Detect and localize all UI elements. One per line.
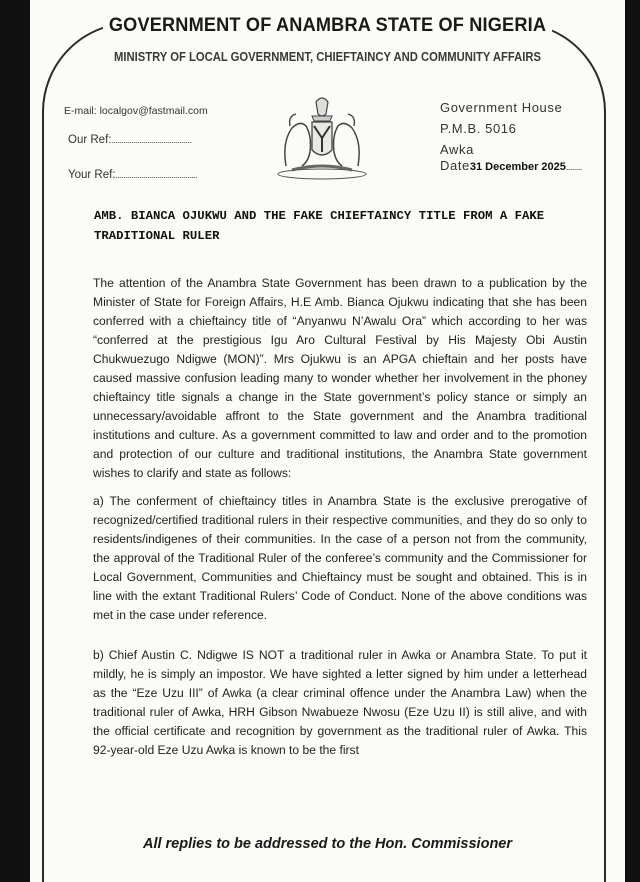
ministry-name: MINISTRY OF LOCAL GOVERNMENT, CHIEFTAINCY AND COMMUNITY AFFAIRS [113,50,542,64]
coat-of-arms-icon [268,92,376,180]
our-ref: Our Ref:........................................ [68,134,192,146]
paragraph-b: b) Chief Austin C. Ndigwe IS NOT a traditional ruler in Awka or Anambra State. To put it mildly, he is simply an impostor. We have sighted a letter signed by him under a letterhead as the “Eze Uzu III” of Awka (a clear criminal offence under the Anambra Law) when the traditional ruler of Awka, HRH Gibson Nwabueze Nwosu (Eze Uzu II) is still alive, and with the official certificate and recognition by government as the traditional ruler of Awka. This 92-year-old Eze Uzu Awka is known to be the first [93,648,587,757]
paragraph-a: a) The conferment of chieftaincy titles in Anambra State is the exclusive prerogative of recognized/certified traditional rulers in their respective communities, and they do so only to residents/indigenes of their communities. In the case of a person not from the community, the approval of the Traditional Ruler of the conferee’s community and the Commissioner for Local Government, Communities and Chieftaincy must be sought and obtained. This is in line with the extant Traditional Rulers’ Code of Conduct. None of the above conditions was met in the case under reference. [93,494,587,622]
address-line-2: P.M.B. 5016 [440,121,517,136]
letter-subject: AMB. BIANCA OJUKWU AND THE FAKE CHIEFTAINCY TITLE FROM A FAKE TRADITIONAL RULER [94,209,545,243]
letter-page [30,0,625,882]
address-line-3: Awka [440,142,474,157]
footer-note: All replies to be addressed to the Hon. Commissioner [142,836,513,852]
government-title: GOVERNMENT OF ANAMBRA STATE OF NIGERIA [51,14,604,37]
email-address: E-mail: localgov@fastmail.com [64,105,208,117]
your-ref: Your Ref:......................................... [68,169,198,181]
date-value: 31 December 2025 [469,161,566,173]
address-line-1: Government House [440,100,563,115]
date-line: Date31 December 2025........ [440,158,582,173]
paragraph-intro: The attention of the Anambra State Government has been drawn to a publication by the Minister of State for Foreign Affairs, H.E Amb. Bianca Ojukwu indicating that she has been conferred with a chieftaincy title of “Anyanwu N’Awalu Ora” which according to her was “conferred at the prestigious Igu Aro Cultural Festival by His Majesty Obi Austin Chukwuezugo Ndigwe (MON)”. Mrs Ojukwu is an APGA chieftain and her posts have caused massive confusion leading many to wonder whether her involvement in the phoney chieftaincy title signals a change in the State government’s policy stance or simply an unnecessary/avoidable affront to the State government and the Anambra traditional institutions and culture. As a government committed to law and order and to the promotion and protection of our culture and traditional institutions, the Anambra State government wishes to clarify and state as follows: [93,276,587,480]
